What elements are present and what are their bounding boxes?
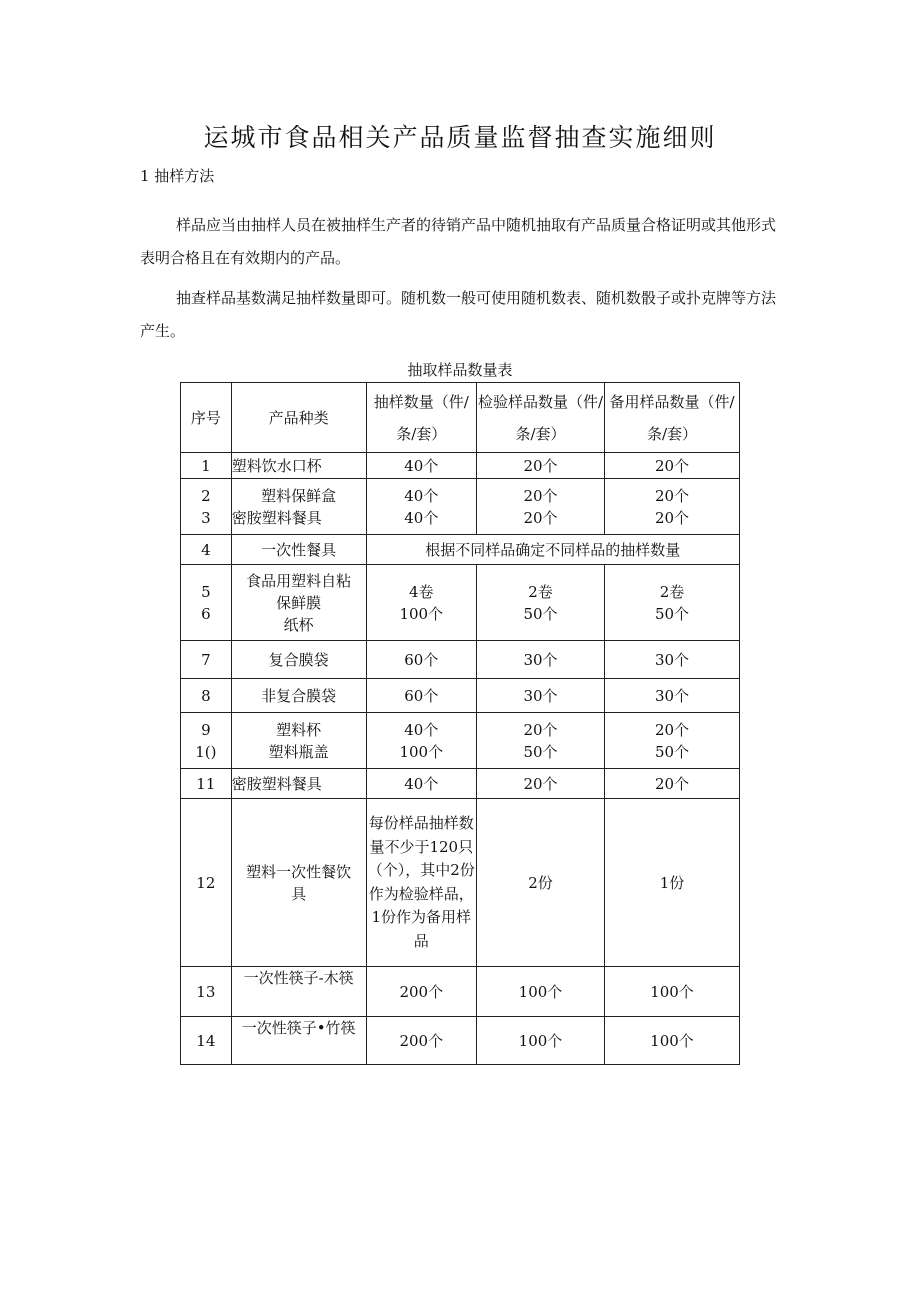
paragraph-sampling-source: 样品应当由抽样人员在被抽样生产者的待销产品中随机抽取有产品质量合格证明或其他形式表明合格且在有效期内的产品。 — [140, 216, 777, 267]
cell-product: 一次性餐具 — [231, 535, 366, 565]
backup-9: 20个 — [654, 720, 690, 739]
no-6: 6 — [201, 604, 211, 623]
cell-no: 1 — [181, 453, 232, 479]
cell-no: 8 — [181, 679, 232, 713]
cell-test: 2份 — [476, 799, 604, 967]
paragraph-random-number: 抽查样品基数满足抽样数量即可。随机数一般可使用随机数表、随机数骰子或扑克牌等方法产生。 — [140, 289, 777, 340]
product-6: 纸杯 — [283, 615, 314, 634]
sample-6: 100个 — [399, 604, 444, 623]
header-backup-qty — [605, 383, 740, 453]
table-row — [181, 679, 740, 713]
sample-quantity-table — [180, 382, 740, 1065]
cell-sample: 60个 — [366, 641, 476, 679]
cell-backup: 30个 — [605, 641, 740, 679]
header-backup-qty-text: 备用样品数量（件/条/套） — [609, 392, 735, 443]
cell-product — [231, 565, 366, 641]
sample-2: 40个 — [404, 486, 439, 505]
cell-backup: 30个 — [605, 679, 740, 713]
cell-product: 一次性筷子-木筷 — [231, 967, 366, 1017]
section-heading: 1 抽样方法 — [140, 167, 215, 185]
backup-2: 20个 — [654, 486, 690, 505]
cell-no — [181, 713, 232, 769]
cell-test: 20个 — [476, 453, 604, 479]
cell-backup: 100个 — [605, 967, 740, 1017]
cell-test — [476, 479, 604, 535]
table-row — [181, 1017, 740, 1065]
cell-test: 20个 — [476, 769, 604, 799]
product-2: 塑料保鲜盒 — [261, 486, 337, 505]
cell-test: 30个 — [476, 641, 604, 679]
cell-product — [231, 713, 366, 769]
cell-sample — [366, 479, 476, 535]
cell-backup: 100个 — [605, 1017, 740, 1065]
backup-5: 2卷 — [659, 582, 685, 601]
cell-test — [476, 565, 604, 641]
header-product: 产品种类 — [231, 383, 366, 453]
product-5: 食品用塑料自粘保鲜膜 — [246, 571, 352, 612]
table-row-group — [181, 479, 740, 535]
table-row — [181, 769, 740, 799]
no-9: 9 — [201, 720, 211, 739]
table-row — [181, 967, 740, 1017]
table-row — [181, 641, 740, 679]
table-row — [181, 799, 740, 967]
cell-product: 密胺塑料餐具 — [231, 769, 366, 799]
backup-10: 50个 — [654, 742, 690, 761]
cell-test — [476, 713, 604, 769]
cell-no: 7 — [181, 641, 232, 679]
table-header-row — [181, 383, 740, 453]
header-test-qty — [476, 383, 604, 453]
cell-backup — [605, 479, 740, 535]
cell-product — [231, 479, 366, 535]
header-sample-qty-text: 抽样数量（件/条/套） — [373, 392, 469, 443]
cell-product: 一次性筷子•竹筷 — [231, 1017, 366, 1065]
cell-test: 100个 — [476, 967, 604, 1017]
cell-no: 13 — [181, 967, 232, 1017]
no-5: 5 — [201, 582, 211, 601]
cell-sample: 每份样品抽样数量不少于120只（个），其中2份作为检验样品，1份作为备用样品 — [366, 799, 476, 967]
cell-no: 11 — [181, 769, 232, 799]
no-3: 3 — [201, 508, 211, 527]
no-10: 1() — [195, 742, 217, 761]
header-sample-qty — [366, 383, 476, 453]
cell-backup — [605, 565, 740, 641]
cell-product: 塑料饮水口杯 — [231, 453, 366, 479]
cell-sample: 60个 — [366, 679, 476, 713]
cell-no: 4 — [181, 535, 232, 565]
cell-backup — [605, 713, 740, 769]
sample-3: 40个 — [404, 508, 439, 527]
cell-product: 复合膜袋 — [231, 641, 366, 679]
cell-backup: 1份 — [605, 799, 740, 967]
test-9: 20个 — [523, 720, 558, 739]
sample-9: 40个 — [404, 720, 439, 739]
header-no: 序号 — [181, 383, 232, 453]
test-6: 50个 — [523, 604, 558, 623]
cell-test: 30个 — [476, 679, 604, 713]
cell-merged-note: 根据不同样品确定不同样品的抽样数量 — [366, 535, 739, 565]
sample-10: 100个 — [399, 742, 444, 761]
cell-product: 塑料一次性餐饮具 — [231, 799, 366, 967]
cell-no — [181, 479, 232, 535]
cell-sample — [366, 713, 476, 769]
cell-sample: 200个 — [366, 967, 476, 1017]
cell-product: 非复合膜袋 — [231, 679, 366, 713]
product-9: 塑料杯 — [276, 720, 322, 739]
test-2: 20个 — [523, 486, 558, 505]
cell-sample: 200个 — [366, 1017, 476, 1065]
table-caption: 抽取样品数量表 — [407, 361, 513, 379]
header-test-qty-text: 检验样品数量（件/条/套） — [477, 392, 604, 443]
cell-no: 14 — [181, 1017, 232, 1065]
cell-sample — [366, 565, 476, 641]
cell-no: 12 — [181, 799, 232, 967]
test-10: 50个 — [523, 742, 558, 761]
cell-sample: 40个 — [366, 769, 476, 799]
test-3: 20个 — [523, 508, 558, 527]
table-row — [181, 453, 740, 479]
product-10: 塑料瓶盖 — [268, 742, 329, 761]
cell-test: 100个 — [476, 1017, 604, 1065]
no-2: 2 — [201, 486, 211, 505]
backup-6: 50个 — [654, 604, 690, 623]
table-row-group — [181, 713, 740, 769]
cell-no — [181, 565, 232, 641]
product-3: 密胺塑料餐具 — [231, 508, 322, 527]
cell-backup: 20个 — [605, 769, 740, 799]
cell-backup: 20个 — [605, 453, 740, 479]
sample-5: 4卷 — [409, 582, 434, 601]
test-5: 2卷 — [528, 582, 553, 601]
table-row — [181, 535, 740, 565]
cell-sample: 40个 — [366, 453, 476, 479]
page-title: 运城市食品相关产品质量监督抽查实施细则 — [203, 123, 717, 152]
backup-3: 20个 — [654, 508, 690, 527]
table-row-group — [181, 565, 740, 641]
